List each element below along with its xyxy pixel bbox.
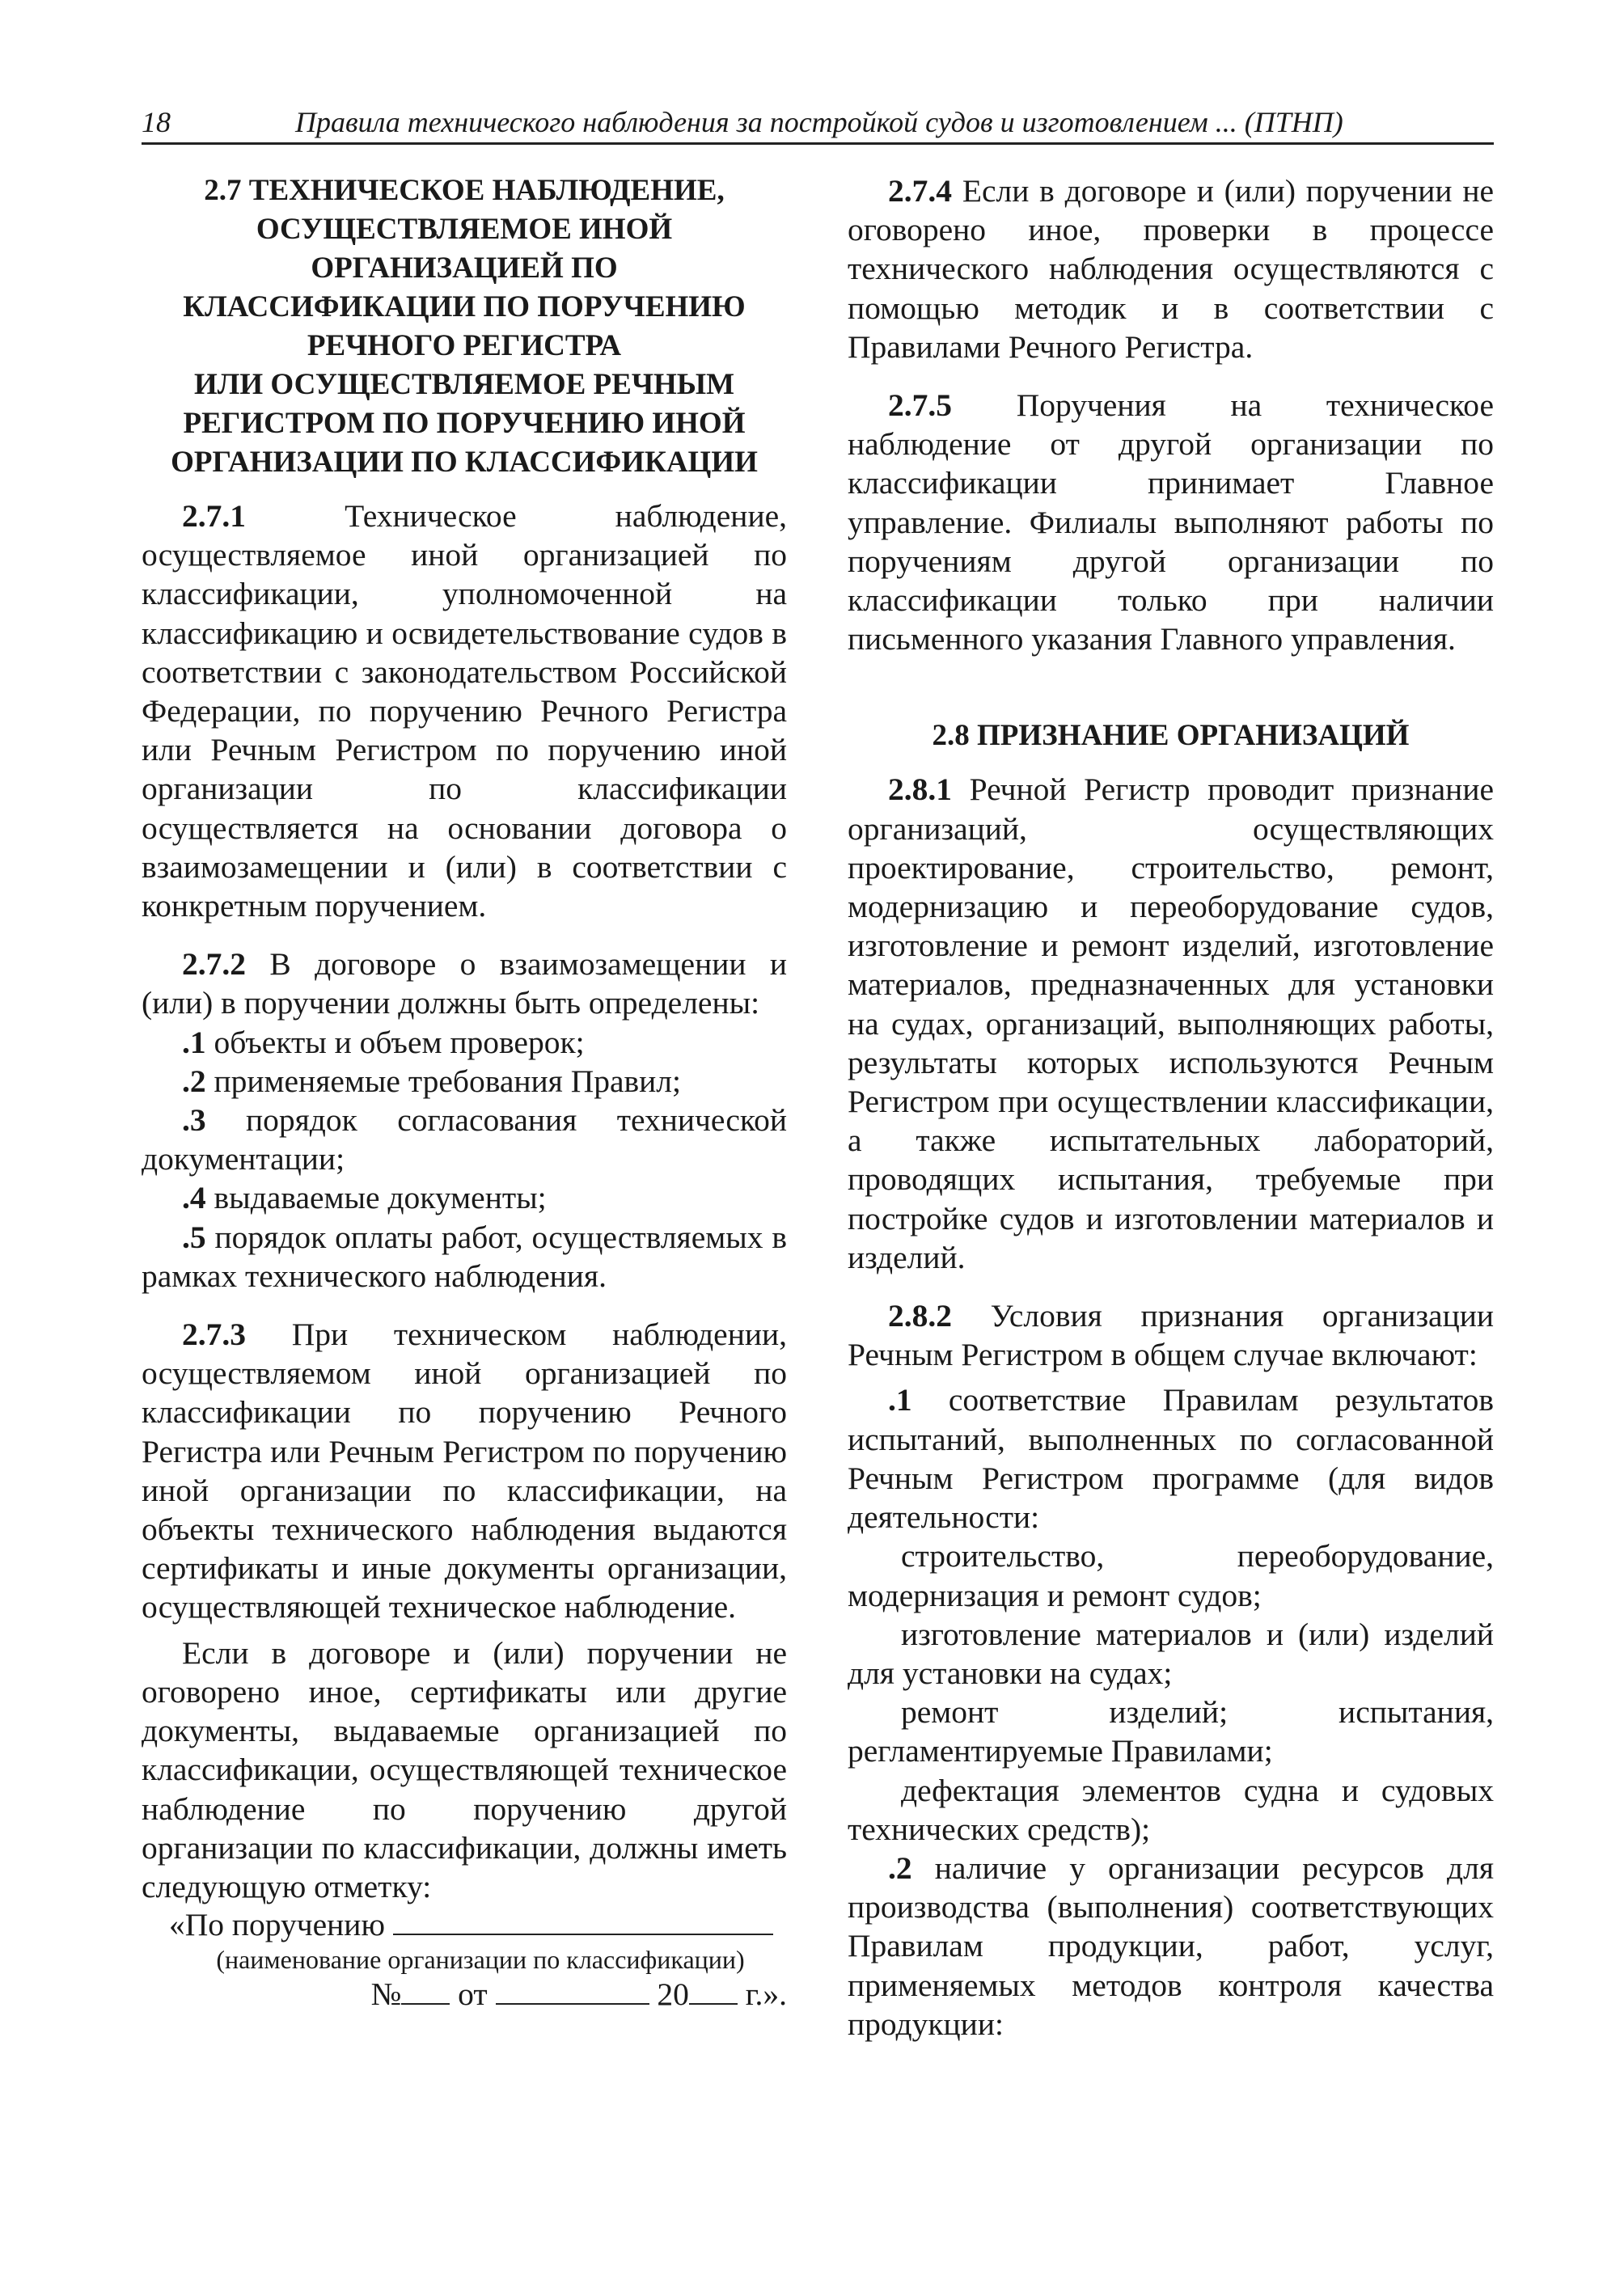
clause-text: Поручения на техническое наблюдение от другой организации по классификации принимает Главное управление. Филиалы выполняют работы по поручениям другой организации по классификации только при наличии письменного указания Главного управления. bbox=[848, 387, 1494, 657]
clause-number: 2.7.3 bbox=[182, 1317, 246, 1353]
form-number-sign: № bbox=[370, 1976, 402, 2013]
item-number: .1 bbox=[888, 1382, 912, 1418]
clause-text: Если в договоре и (или) поручении не оговорено иное, проверки в процессе технического наблюдения осуществляются с помощью методик и в соответствии с Правилами Речного Регистра. bbox=[848, 173, 1494, 365]
form-caption: (наименование организации по классификации) bbox=[216, 1945, 745, 1975]
heading-line: ИЛИ ОСУЩЕСТВЛЯЕМОЕ РЕЧНЫМ bbox=[193, 368, 735, 401]
heading-line: ОСУЩЕСТВЛЯЕМОЕ ИНОЙ bbox=[256, 213, 673, 246]
clause-text: Речной Регистр проводит признание организаций, осуществляющих проектирование, строительство, ремонт, модернизацию и переоборудование судов, изготовление и ремонт изделий, изготовление материалов, предназначенных для установки на судах, организаций, выполняющих работы, результаты которых используются Речным Регистром при осуществлении классификации, а также испытательных лабораторий, проводящих испытания, требуемые при постройке судов и изготовлении материалов и изделий. bbox=[848, 771, 1494, 1275]
list-item bbox=[142, 1023, 787, 1062]
left-column bbox=[142, 171, 787, 2013]
heading-line: КЛАССИФИКАЦИИ ПО ПОРУЧЕНИЮ bbox=[183, 290, 746, 323]
form-from: от bbox=[458, 1976, 488, 2013]
clause-text: В договоре о взаимозамещении и (или) в поручении должны быть определены: bbox=[142, 946, 787, 1021]
clause-number: 2.7.2 bbox=[182, 946, 246, 983]
sub-item: изготовление материалов и (или) изделий для установки на судах; bbox=[848, 1616, 1494, 1691]
item-number: .1 bbox=[182, 1024, 206, 1060]
clause-number: 2.8.1 bbox=[888, 771, 952, 808]
item-text: выдаваемые документы; bbox=[205, 1180, 547, 1216]
list-item bbox=[142, 1062, 787, 1101]
sub-item: дефектация элементов судна и судовых технических средств); bbox=[848, 1772, 1494, 1847]
item-number: .2 bbox=[182, 1063, 206, 1099]
item-text: объекты и объем проверок; bbox=[205, 1024, 585, 1060]
paragraph-2-7-3-continued: Если в договоре и (или) поручении не оговорено иное, сертификаты или другие документы, выдаваемые организацией по классификации, осуществляющей техническое наблюдение по поручению другой организации по классификации, должны иметь следующую отметку: bbox=[142, 1634, 787, 1904]
paragraph-2-7-3 bbox=[142, 1315, 787, 1627]
page-header bbox=[142, 102, 1494, 145]
paragraph-2-7-5 bbox=[848, 386, 1494, 658]
certificate-mark bbox=[142, 1906, 787, 1943]
list-item bbox=[142, 1101, 787, 1178]
heading-line: ОРГАНИЗАЦИИ ПО КЛАССИФИКАЦИИ bbox=[171, 446, 758, 479]
list-item bbox=[848, 1380, 1494, 1536]
item-text: порядок согласования технической документации; bbox=[142, 1102, 787, 1177]
heading-line: РЕГИСТРОМ ПО ПОРУЧЕНИЮ ИНОЙ bbox=[183, 407, 746, 440]
form-prefix: «По поручению bbox=[169, 1907, 385, 1943]
right-column bbox=[848, 171, 1494, 2044]
heading-line: 2.7 ТЕХНИЧЕСКОЕ НАБЛЮДЕНИЕ, bbox=[204, 174, 725, 207]
item-text: порядок оплаты работ, осуществляемых в рамках технического наблюдения. bbox=[142, 1219, 787, 1294]
item-number: .5 bbox=[182, 1219, 206, 1255]
list-item bbox=[142, 1178, 787, 1217]
clause-text: Техническое наблюдение, осуществляемое иной организацией по классификации, уполномоченной на классификацию и освидетельствование судов в соответствии с законодательством Российской Федерации, по поручению Речного Регистра или Речным Регистром по поручению иной организации по классификации осуществляется на основании договора о взаимозамещении и (или) в соответствии с конкретным поручением. bbox=[142, 498, 787, 924]
clause-text: Условия признания организации Речным Регистром в общем случае включают: bbox=[848, 1298, 1494, 1373]
item-text: соответствие Правилам результатов испытаний, выполненных по согласованной Речным Регистром программе (для видов деятельности: bbox=[848, 1382, 1494, 1536]
section-2-8-heading: 2.8 ПРИЗНАНИЕ ОРГАНИЗАЦИЙ bbox=[932, 719, 1410, 753]
form-year: 20 bbox=[657, 1976, 689, 2013]
paragraph-2-7-2 bbox=[142, 945, 787, 1022]
sub-item: ремонт изделий; испытания, регламентируемые Правилами; bbox=[848, 1694, 1494, 1769]
page-number: 18 bbox=[142, 106, 171, 138]
form-blank bbox=[496, 1979, 649, 2005]
item-number: .2 bbox=[888, 1849, 912, 1886]
paragraph-2-7-4 bbox=[848, 171, 1494, 366]
form-blank bbox=[401, 1979, 450, 2005]
form-blank bbox=[689, 1979, 738, 2005]
clause-text: При техническом наблюдении, осуществляемом иной организацией по классификации по поручению Речного Регистра или Речным Регистром по поручению иной организации по классификации, на объекты технического наблюдения выдаются сертификаты и иные документы организации, осуществляющей техническое наблюдение. bbox=[142, 1317, 787, 1625]
clause-number: 2.7.5 bbox=[888, 387, 952, 424]
item-number: .4 bbox=[182, 1180, 206, 1216]
running-title: Правила технического наблюдения за постройкой судов и изготовлением ... (ПТНП) bbox=[295, 106, 1343, 138]
sub-item: строительство, переоборудование, модернизация и ремонт судов; bbox=[848, 1538, 1494, 1613]
paragraph-2-7-1 bbox=[142, 497, 787, 925]
clause-number: 2.7.1 bbox=[182, 498, 246, 534]
form-blank bbox=[393, 1909, 773, 1935]
paragraph-2-8-1 bbox=[848, 770, 1494, 1277]
item-text: применяемые требования Правил; bbox=[205, 1063, 681, 1099]
clause-number: 2.7.4 bbox=[888, 173, 952, 209]
list-item bbox=[142, 1218, 787, 1296]
clause-number: 2.8.2 bbox=[888, 1298, 952, 1334]
form-end: г.». bbox=[745, 1976, 787, 2013]
paragraph-2-8-2 bbox=[848, 1296, 1494, 1374]
list-item bbox=[848, 1849, 1494, 2044]
heading-line: РЕЧНОГО РЕГИСТРА bbox=[307, 329, 622, 362]
section-2-7-heading bbox=[142, 171, 787, 482]
heading-line: ОРГАНИЗАЦИЕЙ ПО bbox=[311, 252, 618, 285]
item-text: наличие у организации ресурсов для производства (выполнения) соответствующих Правилам продукции, работ, услуг, применяемых методов контроля качества продукции: bbox=[848, 1849, 1494, 2042]
certificate-number-line bbox=[142, 1976, 787, 2013]
item-number: .3 bbox=[182, 1102, 206, 1139]
